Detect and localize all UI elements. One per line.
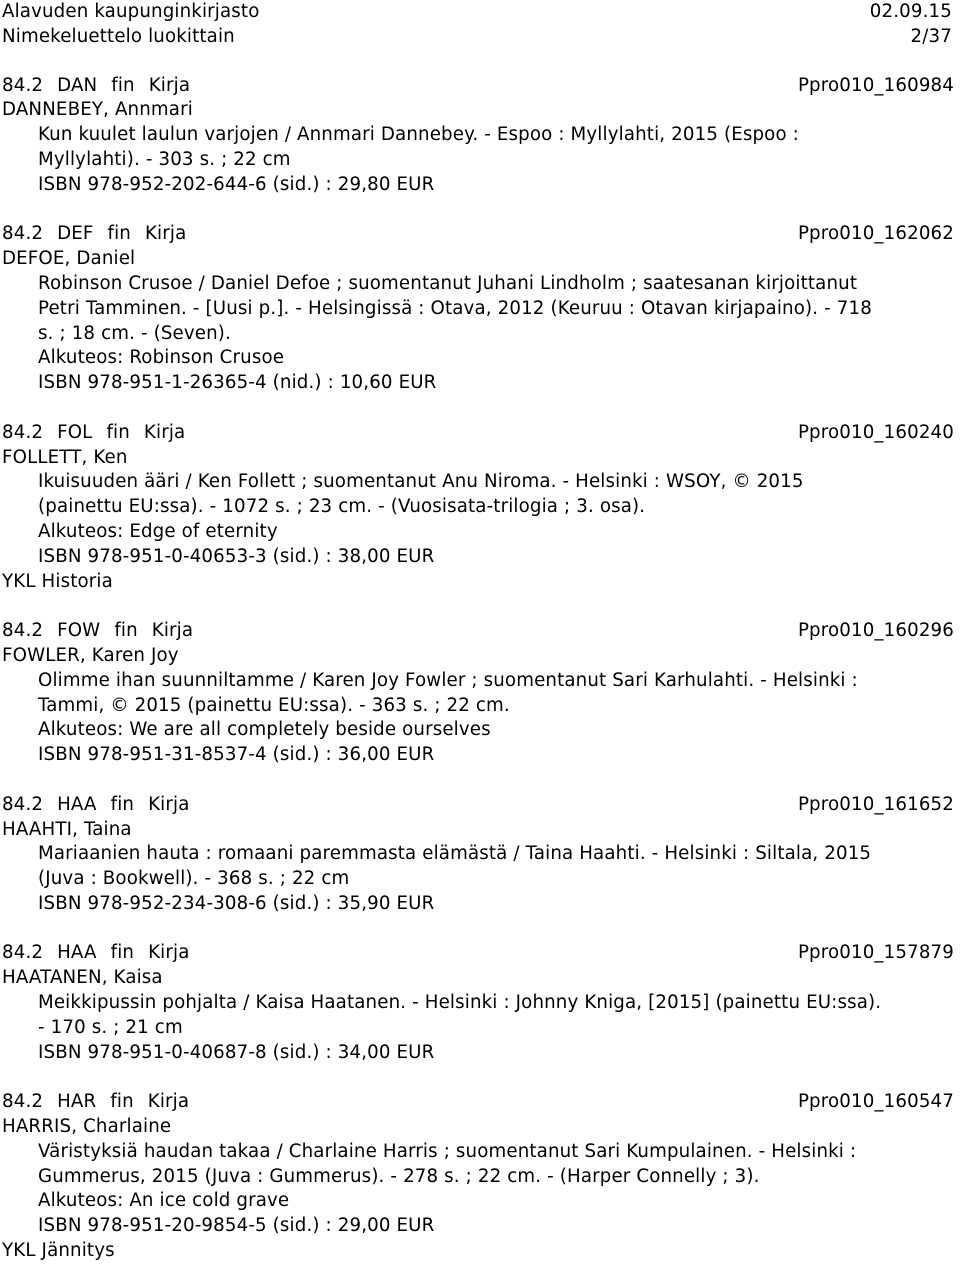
entry-class: 84.2 xyxy=(2,223,44,245)
entry-description-line: Väristyksiä haudan takaa / Charlaine Harris ; suomentanut Sari Kumpulainen. - Helsinki : xyxy=(38,1140,857,1162)
entry-language: fin xyxy=(106,421,130,443)
header-row-2 xyxy=(2,25,952,50)
entry-class: 84.2 xyxy=(2,620,44,642)
entry-list xyxy=(0,74,960,1264)
entry-class: 84.2 xyxy=(2,421,44,443)
entry-classification xyxy=(2,793,189,818)
entry-classification xyxy=(2,421,185,446)
entry-class: 84.2 xyxy=(2,74,44,96)
entry-record-id: Ppro010_160240 xyxy=(797,421,954,443)
entry-material-type: Kirja xyxy=(147,1091,190,1113)
page-number: 2/37 xyxy=(910,25,952,47)
entry-description-line: Myllylahti). - 303 s. ; 22 cm xyxy=(38,148,291,170)
entry-record-id: Ppro010_160984 xyxy=(797,74,954,96)
page-header xyxy=(0,0,960,50)
entry-material-type: Kirja xyxy=(148,74,191,96)
entry-classification xyxy=(2,941,189,966)
entry-author: DEFOE, Daniel xyxy=(2,248,136,270)
entry-header xyxy=(0,421,960,446)
catalog-entry xyxy=(0,74,960,198)
entry-description-line: Petri Tamminen. - [Uusi p.]. - Helsingissä : Otava, 2012 (Keuruu : Otavan kirjapaino). - 718 xyxy=(38,297,872,319)
catalog-entry xyxy=(0,619,960,768)
entry-subject: YKL Jännitys xyxy=(2,1240,115,1262)
entry-code: DAN xyxy=(57,74,98,96)
entry-code: FOW xyxy=(57,620,101,642)
entry-header xyxy=(0,941,960,966)
entry-description-line: Alkuteos: We are all completely beside ourselves xyxy=(38,719,491,741)
entry-material-type: Kirja xyxy=(143,421,186,443)
entry-description-line: Ikuisuuden ääri / Ken Follett ; suomentanut Anu Niroma. - Helsinki : WSOY, © 2015 xyxy=(38,471,804,493)
entry-subject: YKL Historia xyxy=(2,570,113,592)
entry-language: fin xyxy=(111,74,135,96)
entry-language: fin xyxy=(110,942,135,964)
entry-author: DANNEBEY, Annmari xyxy=(2,99,193,121)
entry-description-line: ISBN 978-951-1-26365-4 (nid.) : 10,60 EUR xyxy=(38,372,437,394)
list-title: Nimekeluettelo luokittain xyxy=(2,25,235,47)
entry-code: HAA xyxy=(57,942,97,964)
entry-classification xyxy=(2,74,190,99)
entry-language: fin xyxy=(110,793,135,815)
entry-author: HAATANEN, Kaisa xyxy=(2,967,163,989)
entry-description-line: Olimme ihan suunniltamme / Karen Joy Fowler ; suomentanut Sari Karhulahti. - Helsinki : xyxy=(38,669,858,691)
entry-description-line: - 170 s. ; 21 cm xyxy=(38,1016,183,1038)
catalog-entry xyxy=(0,793,960,917)
entry-header xyxy=(0,222,960,247)
entry-description-line: Alkuteos: An ice cold grave xyxy=(38,1190,290,1212)
entry-header xyxy=(0,793,960,818)
entry-class: 84.2 xyxy=(2,942,44,964)
entry-material-type: Kirja xyxy=(148,793,190,815)
entry-code: HAA xyxy=(57,793,97,815)
entry-record-id: Ppro010_160296 xyxy=(797,620,954,642)
catalog-entry xyxy=(0,222,960,396)
entry-description-line: ISBN 978-952-234-308-6 (sid.) : 35,90 EUR xyxy=(38,892,435,914)
entry-author: FOWLER, Karen Joy xyxy=(2,644,179,666)
entry-code: DEF xyxy=(57,223,94,245)
entry-classification xyxy=(2,619,193,644)
entry-author: HARRIS, Charlaine xyxy=(2,1116,172,1138)
entry-class: 84.2 xyxy=(2,1091,44,1113)
entry-classification xyxy=(2,1090,189,1115)
entry-record-id: Ppro010_161652 xyxy=(797,793,954,815)
entry-classification xyxy=(2,222,186,247)
entry-record-id: Ppro010_157879 xyxy=(797,942,954,964)
entry-record-id: Ppro010_160547 xyxy=(797,1091,954,1113)
catalog-entry xyxy=(0,941,960,1065)
entry-author: FOLLETT, Ken xyxy=(2,446,128,468)
entry-header xyxy=(0,619,960,644)
entry-record-id: Ppro010_162062 xyxy=(797,223,954,245)
entry-description-line: Kun kuulet laulun varjojen / Annmari Dannebey. - Espoo : Myllylahti, 2015 (Espoo : xyxy=(38,124,799,146)
entry-description-line: Gummerus, 2015 (Juva : Gummerus). - 278 s. ; 22 cm. - (Harper Connelly ; 3). xyxy=(38,1165,760,1187)
entry-description-line: Alkuteos: Edge of eternity xyxy=(38,520,278,542)
entry-class: 84.2 xyxy=(2,793,44,815)
library-name: Alavuden kaupunginkirjasto xyxy=(2,1,260,22)
catalog-entry xyxy=(0,1090,960,1264)
entry-header xyxy=(0,1090,960,1115)
entry-material-type: Kirja xyxy=(148,942,190,964)
entry-code: HAR xyxy=(57,1091,97,1113)
entry-description-line: s. ; 18 cm. - (Seven). xyxy=(38,322,231,344)
entry-language: fin xyxy=(107,223,131,245)
entry-description-line: Meikkipussin pohjalta / Kaisa Haatanen. - Helsinki : Johnny Kniga, [2015] (painettu EU:ssa). xyxy=(38,992,882,1014)
entry-code: FOL xyxy=(57,421,93,443)
entry-description-line: ISBN 978-951-20-9854-5 (sid.) : 29,00 EUR xyxy=(38,1215,435,1237)
entry-author: HAAHTI, Taina xyxy=(2,818,132,840)
entry-header xyxy=(0,74,960,99)
entry-description-line: Alkuteos: Robinson Crusoe xyxy=(38,347,285,369)
entry-description-line: ISBN 978-952-202-644-6 (sid.) : 29,80 EUR xyxy=(38,173,435,195)
entry-description-line: Mariaanien hauta : romaani paremmasta elämästä / Taina Haahti. - Helsinki : Siltala, 2015 xyxy=(38,843,872,865)
catalog-entry xyxy=(0,421,960,595)
entry-language: fin xyxy=(114,620,138,642)
entry-description-line: ISBN 978-951-31-8537-4 (sid.) : 36,00 EUR xyxy=(38,744,435,766)
header-row-1 xyxy=(2,0,952,25)
entry-description-line: ISBN 978-951-0-40687-8 (sid.) : 34,00 EUR xyxy=(38,1041,435,1063)
entry-language: fin xyxy=(110,1091,134,1113)
print-date: 02.09.15 xyxy=(869,1,952,22)
entry-description-line: (painettu EU:ssa). - 1072 s. ; 23 cm. - (Vuosisata-trilogia ; 3. osa). xyxy=(38,496,646,518)
entry-description-line: Tammi, © 2015 (painettu EU:ssa). - 363 s. ; 22 cm. xyxy=(38,694,510,716)
entry-description-line: (Juva : Bookwell). - 368 s. ; 22 cm xyxy=(38,868,350,890)
entry-description-line: Robinson Crusoe / Daniel Defoe ; suomentanut Juhani Lindholm ; saatesanan kirjoittanut xyxy=(38,272,858,294)
entry-material-type: Kirja xyxy=(144,223,187,245)
entry-description-line: ISBN 978-951-0-40653-3 (sid.) : 38,00 EUR xyxy=(38,545,435,567)
entry-material-type: Kirja xyxy=(151,620,194,642)
